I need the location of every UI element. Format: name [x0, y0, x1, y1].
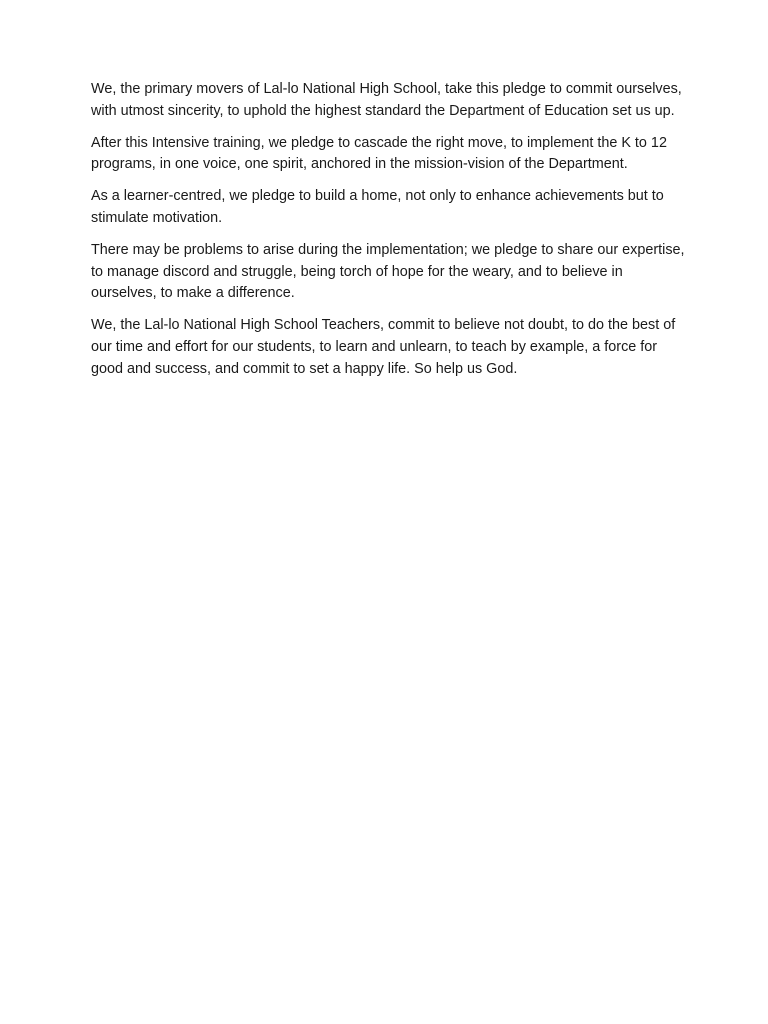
- document-body: [91, 79, 686, 391]
- paragraph-5: We, the Lal-lo National High School Teachers, commit to believe not doubt, to do the best of our time and effort for our students, to learn and unlearn, to teach by example, a force for good and success, and commit to set a happy life. So help us God.: [91, 317, 676, 377]
- paragraph-4: There may be problems to arise during the implementation; we pledge to share our expertise, to manage discord and struggle, being torch of hope for the weary, and to believe in ourselves, to make a difference.: [91, 241, 685, 302]
- paragraph-1: We, the primary movers of Lal-lo National High School, take this pledge to commit ourselves, with utmost sincerity, to uphold the highest standard the Department of Education set us up.: [91, 81, 682, 119]
- paragraph-3: As a learner-centred, we pledge to build a home, not only to enhance achievements but to stimulate motivation.: [91, 188, 664, 226]
- paragraph-2: After this Intensive training, we pledge to cascade the right move, to implement the K to 12 programs, in one voice, one spirit, anchored in the mission-vision of the Department.: [91, 134, 667, 173]
